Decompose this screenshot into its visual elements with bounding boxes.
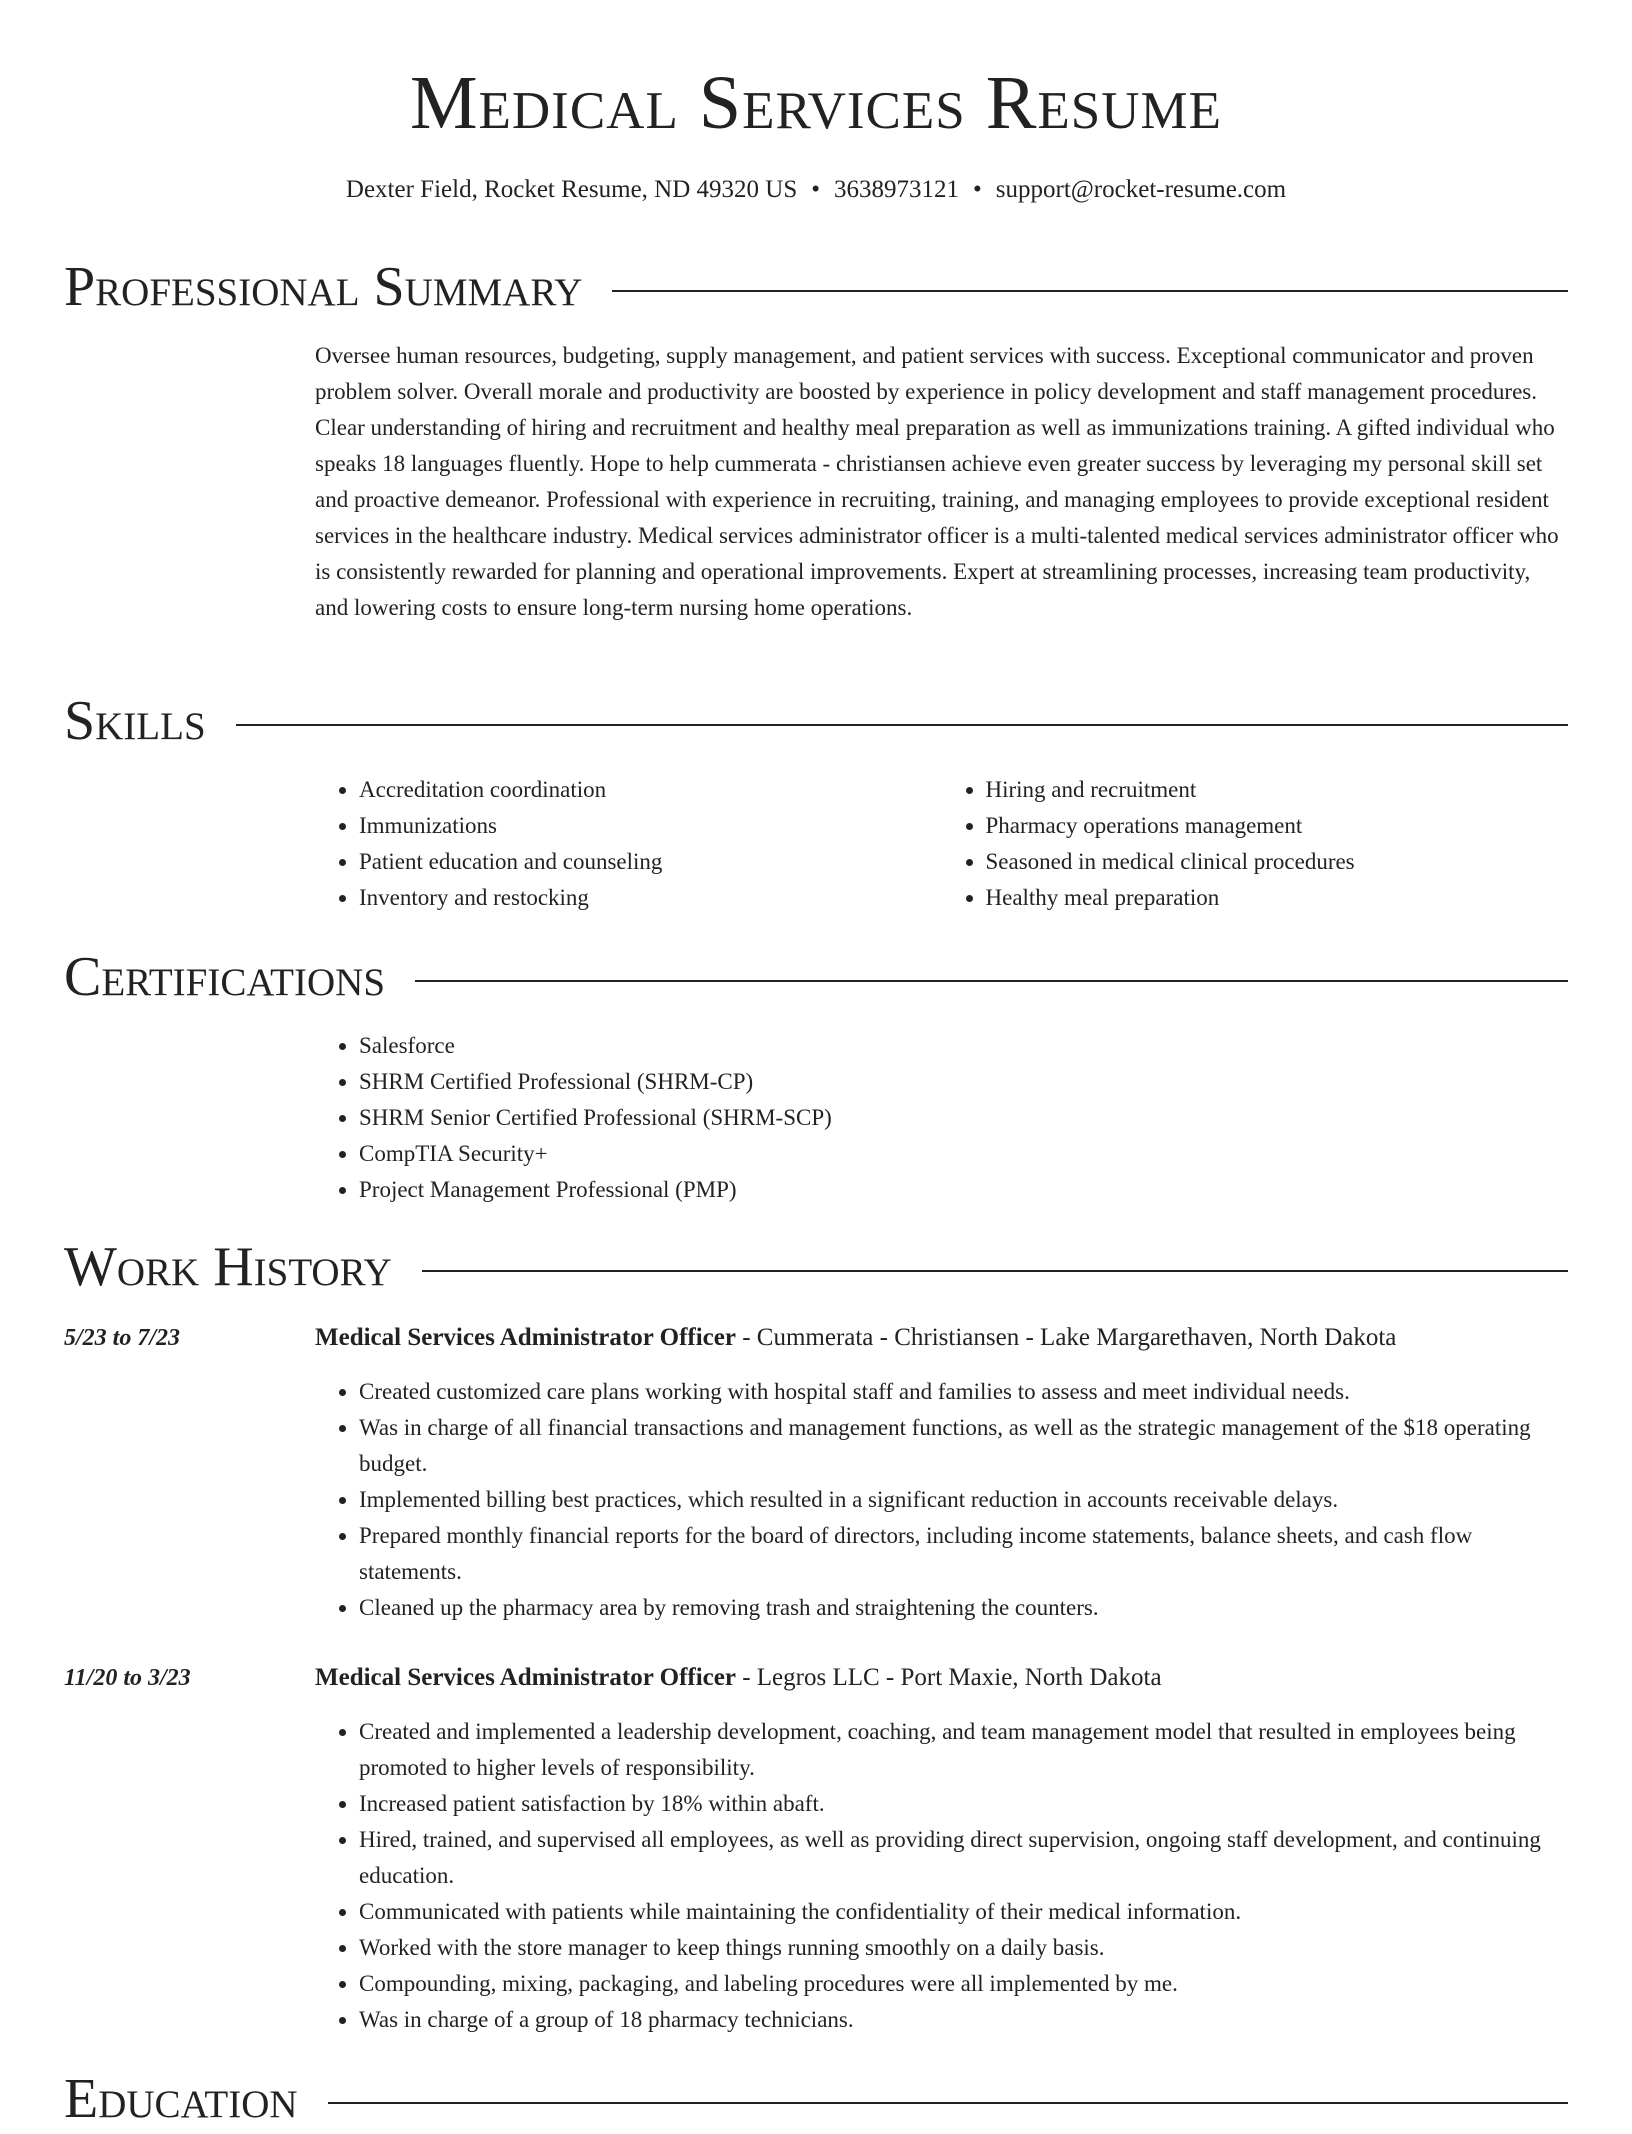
contact-phone: 3638973121 xyxy=(834,176,960,203)
skills-grid xyxy=(315,772,1568,916)
skills-right-list xyxy=(942,772,1569,916)
certifications-block xyxy=(315,1028,1568,1208)
education-heading: Education xyxy=(64,2068,298,2130)
job-bullet: • Communicated with patients while maintaining the confidentiality of their medical information. xyxy=(359,1894,1568,1930)
skill-item: • Seasoned in medical clinical procedures xyxy=(986,844,1569,880)
job-bullet: • Compounding, mixing, packaging, and labeling procedures were all implemented by me. xyxy=(359,1966,1568,2002)
certifications-section-header xyxy=(64,942,1568,1012)
education-section-header xyxy=(64,2064,1568,2134)
job-bullet: • Hired, trained, and supervised all employees, as well as providing direct supervision, ongoing staff development, and continuing education. xyxy=(359,1822,1568,1894)
job-title: Medical Services Administrator Officer xyxy=(315,1664,736,1691)
skills-section-header xyxy=(64,686,1568,756)
contact-separator: • xyxy=(973,176,982,203)
skill-item: • Inventory and restocking xyxy=(359,880,942,916)
skill-item: • Healthy meal preparation xyxy=(986,880,1569,916)
job-bullet: • Was in charge of all financial transactions and management functions, as well as the strategic management of the $18 operating budget. xyxy=(359,1410,1568,1482)
job-details: - Legros LLC - Port Maxie, North Dakota xyxy=(735,1664,1162,1691)
skills-heading: Skills xyxy=(64,690,206,752)
job-dates: 11/20 to 3/23 xyxy=(64,1665,191,1691)
certification-item: • SHRM Certified Professional (SHRM-CP) xyxy=(359,1064,1568,1100)
job-bullet: • Was in charge of a group of 18 pharmacy technicians. xyxy=(359,2002,1568,2038)
skill-item: • Accreditation coordination xyxy=(359,772,942,808)
job-bullet: • Increased patient satisfaction by 18% within abaft. xyxy=(359,1786,1568,1822)
summary-heading: Professional Summary xyxy=(64,256,583,318)
summary-text: Oversee human resources, budgeting, supply management, and patient services with success. Exceptional communicator and proven problem solver. Overall morale and productivity are boosted by experience in policy development and staff management procedures. Clear understanding of hiring and recruitment and healthy meal preparation as well as immunizations training. A gifted individual who speaks 18 languages fluently. Hope to help cummerata - christiansen achieve even greater success by leveraging my personal skill set and proactive demeanor. Professional with experience in recruiting, training, and managing employees to provide exceptional resident services in the healthcare industry. Medical services administrator officer is a multi-talented medical services administrator officer who is consistently rewarded for planning and operational improvements. Expert at streamlining processes, increasing team productivity, and lowering costs to ensure long-term nursing home operations. xyxy=(315,343,1559,620)
job-bullet: • Created and implemented a leadership development, coaching, and team management model that resulted in employees being promoted to higher levels of responsibility. xyxy=(359,1714,1568,1786)
certification-item: • Salesforce xyxy=(359,1028,1568,1064)
job-bullet-list xyxy=(315,1714,1568,2038)
skill-item: • Immunizations xyxy=(359,808,942,844)
work-section-header xyxy=(64,1232,1568,1302)
job-bullets xyxy=(315,1374,1568,1626)
skills-left-list xyxy=(315,772,942,916)
contact-separator: • xyxy=(811,176,821,203)
contact-email: support@rocket-resume.com xyxy=(995,176,1287,203)
job-bullet: • Implemented billing best practices, which resulted in a significant reduction in accounts receivable delays. xyxy=(359,1482,1568,1518)
section-divider xyxy=(422,1270,1568,1272)
skill-item: • Hiring and recruitment xyxy=(986,772,1569,808)
job-header xyxy=(315,1320,1568,1356)
contact-address: Dexter Field, Rocket Resume, ND 49320 US xyxy=(345,176,798,203)
document-title: Medical Services Resume xyxy=(409,61,1223,145)
job-header xyxy=(315,1660,1568,1696)
section-divider xyxy=(415,980,1568,982)
certification-item: • Project Management Professional (PMP) xyxy=(359,1172,1568,1208)
certifications-list xyxy=(315,1028,1568,1208)
skill-item: • Patient education and counseling xyxy=(359,844,942,880)
section-divider xyxy=(612,290,1568,292)
certifications-heading: Certifications xyxy=(64,946,386,1008)
certification-item: • SHRM Senior Certified Professional (SHRM-SCP) xyxy=(359,1100,1568,1136)
certification-item: • CompTIA Security+ xyxy=(359,1136,1568,1172)
job-bullets xyxy=(315,1714,1568,2038)
work-heading: Work History xyxy=(64,1236,392,1298)
summary-section-header xyxy=(64,252,1568,322)
job-dates: 5/23 to 7/23 xyxy=(64,1325,181,1351)
section-divider xyxy=(328,2102,1568,2104)
job-bullet: • Worked with the store manager to keep things running smoothly on a daily basis. xyxy=(359,1930,1568,1966)
job-bullet-list xyxy=(315,1374,1568,1626)
job-bullet: • Created customized care plans working with hospital staff and families to assess and meet individual needs. xyxy=(359,1374,1568,1410)
contact-line xyxy=(0,172,1632,208)
section-divider xyxy=(236,724,1568,726)
job-title: Medical Services Administrator Officer xyxy=(315,1324,736,1351)
job-bullet: • Cleaned up the pharmacy area by removing trash and straightening the counters. xyxy=(359,1590,1568,1626)
job-bullet: • Prepared monthly financial reports for the board of directors, including income statements, balance sheets, and cash flow statements. xyxy=(359,1518,1568,1590)
skill-item: • Pharmacy operations management xyxy=(986,808,1569,844)
job-details: - Cummerata - Christiansen - Lake Margarethaven, North Dakota xyxy=(735,1324,1397,1351)
